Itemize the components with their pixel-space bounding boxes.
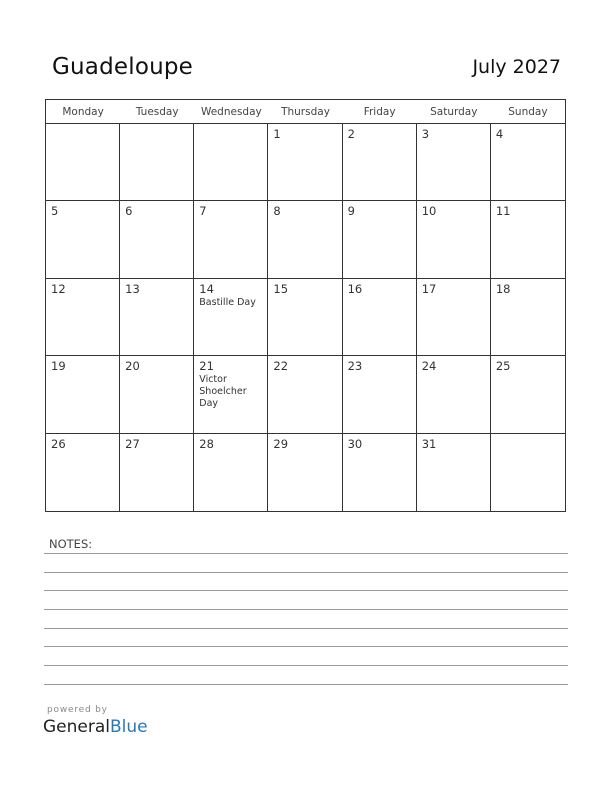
note-line xyxy=(44,665,568,666)
day-cell xyxy=(343,201,417,278)
weekday-saturday: Saturday xyxy=(430,106,478,118)
day-cell xyxy=(194,356,268,433)
note-line xyxy=(44,628,568,629)
day-number: 12 xyxy=(51,281,66,296)
day-cell xyxy=(194,201,268,278)
day-cell xyxy=(194,434,268,511)
month-title: July 2027 xyxy=(472,56,561,78)
day-number: 21 xyxy=(199,359,214,374)
day-number: 14 xyxy=(199,281,214,296)
weekday-friday: Friday xyxy=(363,106,396,118)
note-line xyxy=(44,646,568,647)
day-cell xyxy=(491,201,565,278)
day-cell xyxy=(194,124,268,201)
day-number: 26 xyxy=(51,436,66,451)
day-number: 7 xyxy=(199,204,207,219)
day-number: 1 xyxy=(273,127,281,141)
note-line xyxy=(44,553,568,554)
day-cell xyxy=(417,124,491,201)
day-number: 16 xyxy=(347,281,363,296)
day-number: 31 xyxy=(421,436,437,451)
weekday-wednesday: Wednesday xyxy=(200,106,262,118)
day-number: 4 xyxy=(495,127,504,141)
day-cell xyxy=(268,279,342,356)
day-cell xyxy=(120,201,194,278)
day-cell xyxy=(120,124,194,201)
notes-label: NOTES: xyxy=(49,537,93,551)
note-line xyxy=(44,572,568,573)
day-number: 3 xyxy=(421,127,430,141)
day-cell xyxy=(46,356,120,433)
day-number: 25 xyxy=(495,359,511,374)
day-cell xyxy=(417,434,491,511)
day-cell xyxy=(343,356,417,433)
day-cell xyxy=(120,356,194,433)
day-number: 19 xyxy=(51,359,66,374)
day-cell xyxy=(343,279,417,356)
country-title: Guadeloupe xyxy=(52,54,194,80)
day-cell xyxy=(194,279,268,356)
day-cell xyxy=(46,201,120,278)
day-number: 8 xyxy=(273,204,281,219)
holiday-label: Bastille Day xyxy=(199,296,256,308)
day-cell xyxy=(268,124,342,201)
day-cell xyxy=(120,434,194,511)
day-cell xyxy=(417,201,491,278)
day-number: 10 xyxy=(421,204,437,219)
day-number: 6 xyxy=(125,204,133,219)
day-number: 11 xyxy=(495,204,511,219)
day-number: 20 xyxy=(125,359,140,374)
note-line xyxy=(44,590,568,591)
day-cell xyxy=(120,279,194,356)
logo-general: General xyxy=(43,717,110,737)
day-cell xyxy=(268,201,342,278)
day-number: 5 xyxy=(51,204,59,219)
holiday-label: Victor Shoelcher Day xyxy=(199,374,247,410)
weekday-tuesday: Tuesday xyxy=(135,106,179,118)
day-cell xyxy=(417,279,491,356)
day-cell xyxy=(46,124,120,201)
generalblue-logo xyxy=(43,717,148,737)
day-number: 9 xyxy=(347,204,355,219)
note-line xyxy=(44,609,568,610)
day-cell xyxy=(491,356,565,433)
powered-by-text: powered by xyxy=(47,705,108,715)
day-number: 30 xyxy=(347,436,363,451)
day-cell xyxy=(491,124,565,201)
calendar-days xyxy=(46,124,565,511)
weekday-thursday: Thursday xyxy=(281,106,330,118)
day-number: 18 xyxy=(495,281,511,296)
weekday-monday: Monday xyxy=(62,106,104,118)
day-number: 27 xyxy=(125,436,140,451)
day-number: 15 xyxy=(273,281,289,296)
day-cell xyxy=(268,356,342,433)
weekday-sunday: Sunday xyxy=(508,106,548,118)
day-number: 22 xyxy=(273,359,289,374)
day-cell xyxy=(46,434,120,511)
day-cell xyxy=(417,356,491,433)
day-number: 24 xyxy=(421,359,437,374)
day-cell xyxy=(491,279,565,356)
day-cell xyxy=(491,434,565,511)
calendar-grid xyxy=(45,99,566,512)
day-number: 2 xyxy=(347,127,355,141)
day-cell xyxy=(46,279,120,356)
note-line xyxy=(44,684,568,685)
day-cell xyxy=(343,124,417,201)
day-number: 29 xyxy=(273,436,289,451)
day-cell xyxy=(343,434,417,511)
day-number: 17 xyxy=(421,281,437,296)
logo-blue: Blue xyxy=(110,717,148,737)
day-cell xyxy=(268,434,342,511)
day-number: 28 xyxy=(199,436,214,451)
day-number: 23 xyxy=(347,359,363,374)
weekday-header xyxy=(46,100,565,124)
day-number: 13 xyxy=(125,281,140,296)
